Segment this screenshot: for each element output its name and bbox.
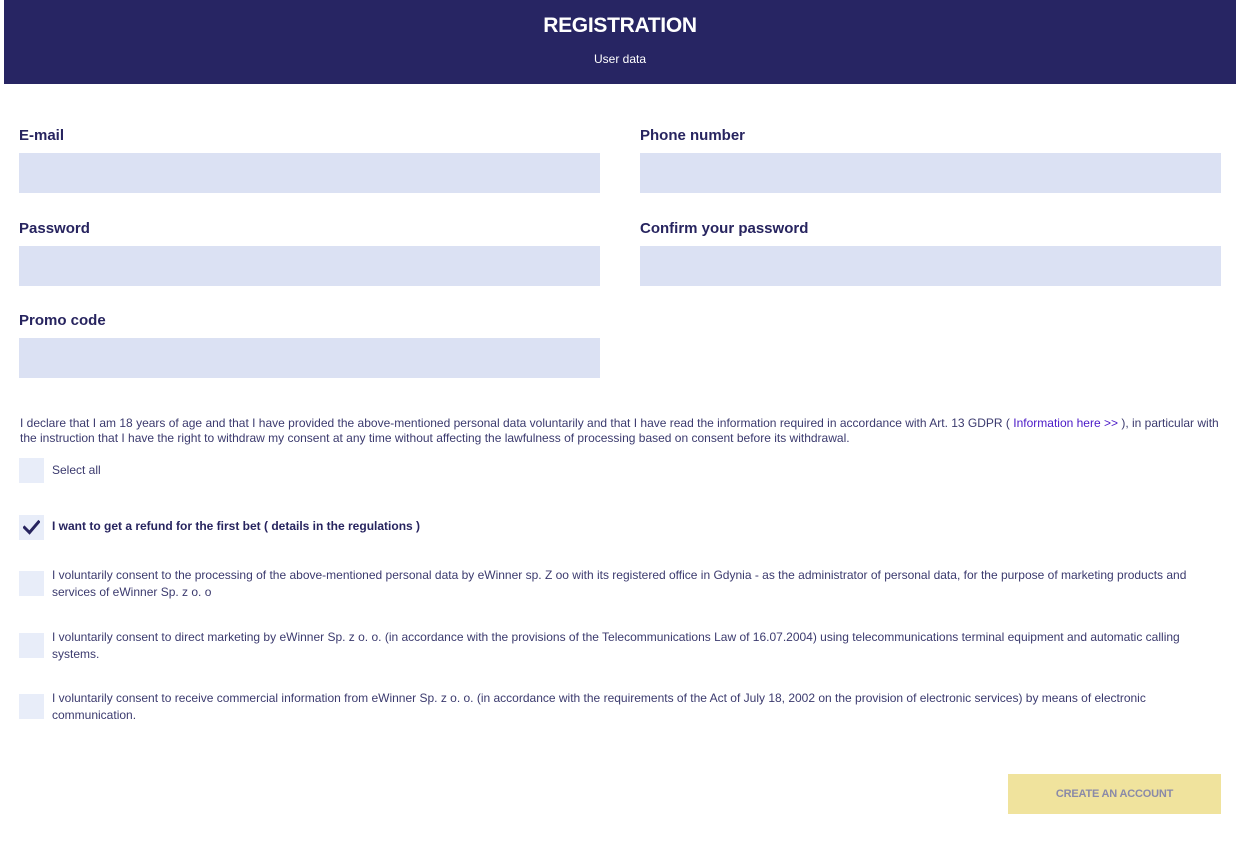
declaration-text-before: I declare that I am 18 years of age and that I have provided the above-mentioned personal data voluntarily and that I have read the information required in accordance with Art. 13 GDPR ( bbox=[20, 416, 1010, 430]
commercial-info-checkbox[interactable] bbox=[19, 694, 44, 719]
select-all-checkbox[interactable] bbox=[19, 458, 44, 483]
gdpr-information-link[interactable]: Information here >> bbox=[1013, 416, 1118, 430]
phone-input[interactable] bbox=[640, 153, 1221, 193]
commercial-info-label: I voluntarily consent to receive commercial information from eWinner Sp. z o. o. (in accordance with the requirements of the Act of July 18, 2002 on the provision of electronic services) by means of electronic communication. bbox=[52, 691, 1146, 722]
password-label: Password bbox=[19, 220, 90, 237]
email-label: E-mail bbox=[19, 127, 65, 144]
create-account-button[interactable]: CREATE AN ACCOUNT bbox=[1008, 774, 1221, 814]
page-title: REGISTRATION bbox=[543, 14, 697, 37]
promo-code-label: Promo code bbox=[19, 312, 106, 329]
gdpr-declaration bbox=[20, 416, 1225, 446]
email-input[interactable] bbox=[19, 153, 600, 193]
promo-code-input[interactable] bbox=[19, 338, 600, 378]
confirm-password-label: Confirm your password bbox=[640, 220, 809, 237]
select-all-label: Select all bbox=[52, 463, 101, 477]
processing-consent-label: I voluntarily consent to the processing of the above-mentioned personal data by eWinner sp. Z oo with its registered office in Gdynia - as the administrator of personal data, for the purpose of marketing products and services of eWinner Sp. z o. o bbox=[52, 568, 1187, 599]
confirm-password-input[interactable] bbox=[640, 246, 1221, 286]
declaration-text-after: ), in particular with the instruction that I have the right to withdraw my consent at any time without affecting the lawfulness of processing based on consent before its withdrawal. bbox=[20, 416, 1219, 445]
direct-marketing-label: I voluntarily consent to direct marketing by eWinner Sp. z o. o. (in accordance with the provisions of the Telecommunications Law of 16.07.2004) using telecommunications terminal equipment and automatic calling systems. bbox=[52, 630, 1180, 661]
refund-checkbox[interactable] bbox=[19, 515, 44, 540]
refund-label: I want to get a refund for the first bet ( details in the regulations ) bbox=[52, 519, 421, 533]
page-subtitle: User data bbox=[593, 52, 647, 66]
registration-header bbox=[4, 0, 1236, 84]
checkmark-icon bbox=[23, 519, 40, 536]
processing-consent-checkbox[interactable] bbox=[19, 571, 44, 596]
phone-label: Phone number bbox=[640, 127, 746, 144]
direct-marketing-checkbox[interactable] bbox=[19, 633, 44, 658]
password-input[interactable] bbox=[19, 246, 600, 286]
